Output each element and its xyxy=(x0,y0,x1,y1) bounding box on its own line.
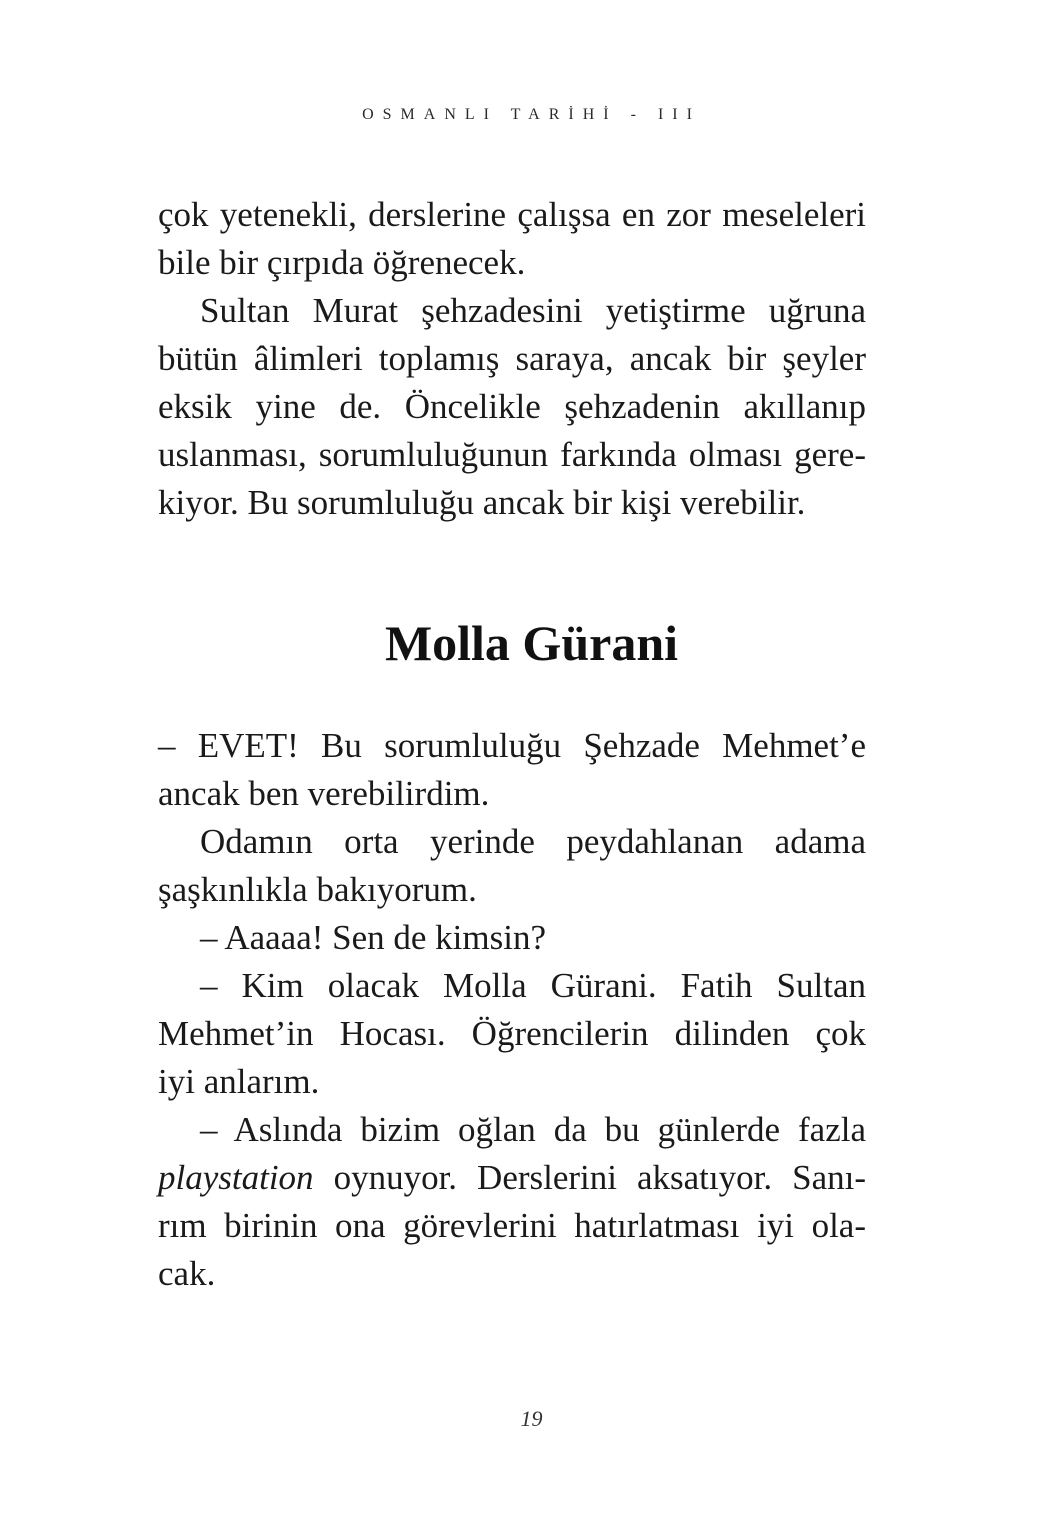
text-line: çok yetenekli, derslerine çalışsa en zor meseleleri xyxy=(158,195,866,234)
text-line: uslanması, sorumluluğunun farkında olması gere- xyxy=(158,435,866,474)
text-line: bile bir çırpıda öğrenecek. xyxy=(158,243,526,282)
text-line: – Aaaaa! Sen de kimsin? xyxy=(200,918,547,957)
body-text-dialogue xyxy=(158,722,866,1298)
text-line: Mehmet’in Hocası. Öğrencilerin dilinden çok xyxy=(158,1014,866,1053)
text-line: şaşkınlıkla bakıyorum. xyxy=(158,870,477,909)
text-line: ancak ben verebilirdim. xyxy=(158,774,490,813)
text-line: Odamın orta yerinde peydahlanan adama xyxy=(200,822,866,861)
text-line xyxy=(158,1154,866,1202)
text-segment: oynuyor. Derslerini aksatıyor. Sanı- xyxy=(313,1158,866,1197)
page-number: 19 xyxy=(520,1406,543,1431)
text-line: – Kim olacak Molla Gürani. Fatih Sultan xyxy=(200,966,866,1005)
italic-term: playstation xyxy=(158,1158,314,1197)
text-line: iyi anlarım. xyxy=(158,1062,320,1101)
text-line: bütün âlimleri toplamış saraya, ancak bir şeyler xyxy=(158,339,866,378)
text-line: Sultan Murat şehzadesini yetiştirme uğruna xyxy=(200,291,866,330)
text-line: kiyor. Bu sorumluluğu ancak bir kişi verebilir. xyxy=(158,483,806,522)
text-line: – Aslında bizim oğlan da bu günlerde fazla xyxy=(200,1110,866,1149)
body-text-top xyxy=(158,191,866,527)
text-line: – EVET! Bu sorumluluğu Şehzade Mehmet’e xyxy=(158,726,866,765)
running-header: OSMANLI TARİHİ - III xyxy=(362,106,701,123)
text-line: eksik yine de. Öncelikle şehzadenin akıllanıp xyxy=(158,387,866,426)
chapter-title: Molla Gürani xyxy=(384,615,679,671)
text-line: rım birinin ona görevlerini hatırlatması iyi ola- xyxy=(158,1206,866,1245)
text-line: cak. xyxy=(158,1254,216,1293)
